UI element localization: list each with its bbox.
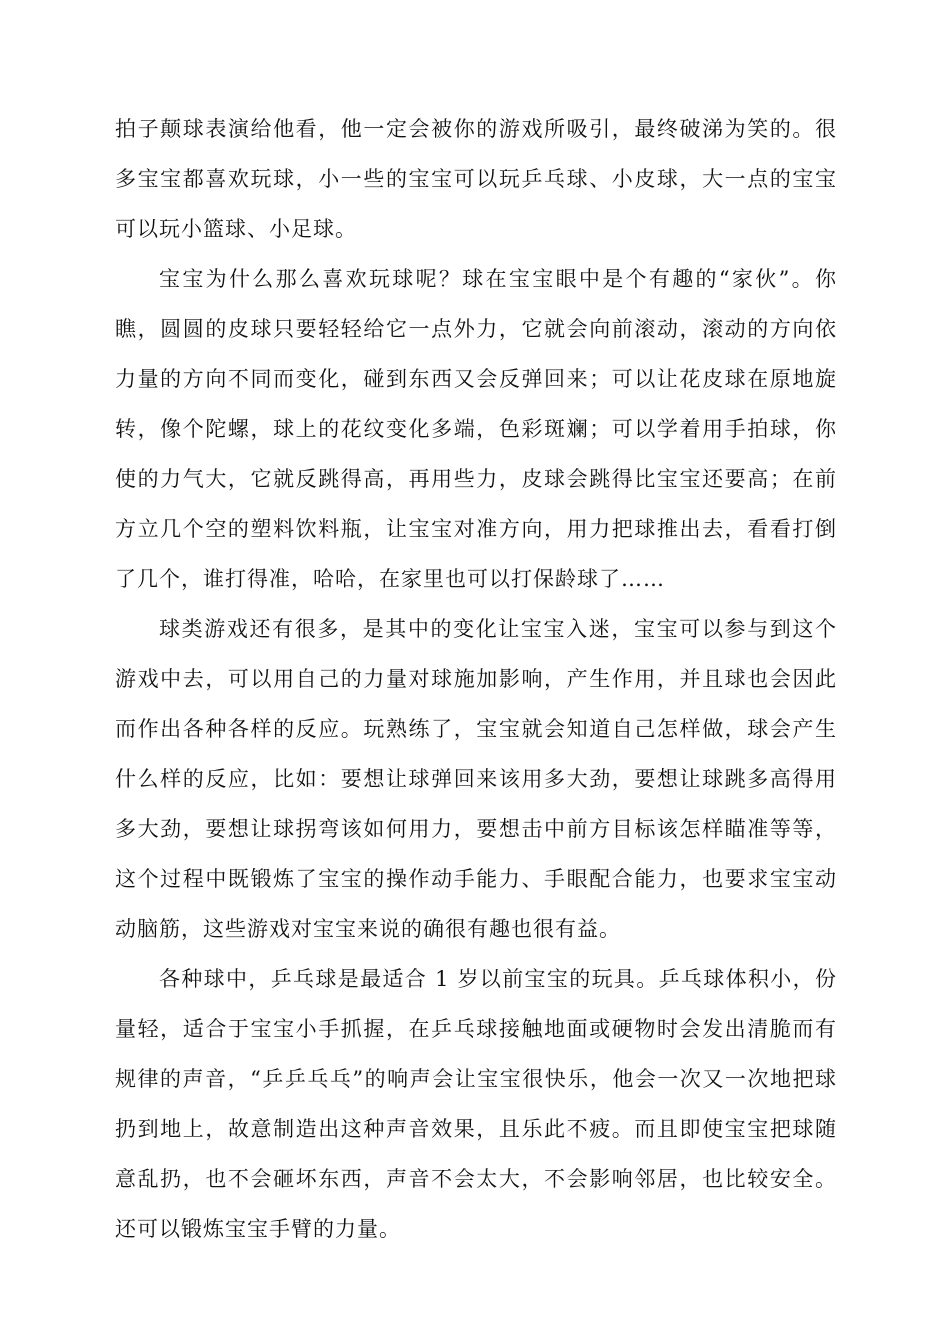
paragraph-4: 各种球中，乒乓球是最适合 1 岁以前宝宝的玩具。乒乓球体积小，份量轻，适合于宝宝小手抓握，在乒乓球接触地面或硬物时会发出清脆而有规律的声音，“乒乒乓乓”的响声会让宝宝很快乐，他会一次又一次地把球扔到地上，故意制造出这种声音效果，且乐此不疲。而且即使宝宝把球随意乱扔，也不会砸坏东西，声音不会太大，不会影响邻居，也比较安全。还可以锻炼宝宝手臂的力量。 [115,967,837,1241]
paragraph-3: 球类游戏还有很多，是其中的变化让宝宝入迷，宝宝可以参与到这个游戏中去，可以用自己的力量对球施加影响，产生作用，并且球也会因此而作出各种各样的反应。玩熟练了，宝宝就会知道自己怎样做，球会产生什么样的反应，比如：要想让球弹回来该用多大劲，要想让球跳多高得用多大劲，要想让球拐弯该如何用力，要想击中前方目标该怎样瞄准等等，这个过程中既锻炼了宝宝的操作动手能力、手眼配合能力，也要求宝宝动动脑筋，这些游戏对宝宝来说的确很有趣也很有益。 [115,617,837,941]
paragraph-2: 宝宝为什么那么喜欢玩球呢？球在宝宝眼中是个有趣的“家伙”。你瞧，圆圆的皮球只要轻轻给它一点外力，它就会向前滚动，滚动的方向依力量的方向不同而变化，碰到东西又会反弹回来；可以让花皮球在原地旋转，像个陀螺，球上的花纹变化多端，色彩斑斓；可以学着用手拍球，你使的力气大，它就反跳得高，再用些力，皮球会跳得比宝宝还要高；在前方立几个空的塑料饮料瓶，让宝宝对准方向，用力把球推出去，看看打倒了几个，谁打得准，哈哈，在家里也可以打保龄球了…… [115,267,837,591]
body-text [115,104,837,1254]
paragraph-1: 拍子颠球表演给他看，他一定会被你的游戏所吸引，最终破涕为笑的。很多宝宝都喜欢玩球，小一些的宝宝可以玩乒乓球、小皮球，大一点的宝宝可以玩小篮球、小足球。 [115,117,837,241]
